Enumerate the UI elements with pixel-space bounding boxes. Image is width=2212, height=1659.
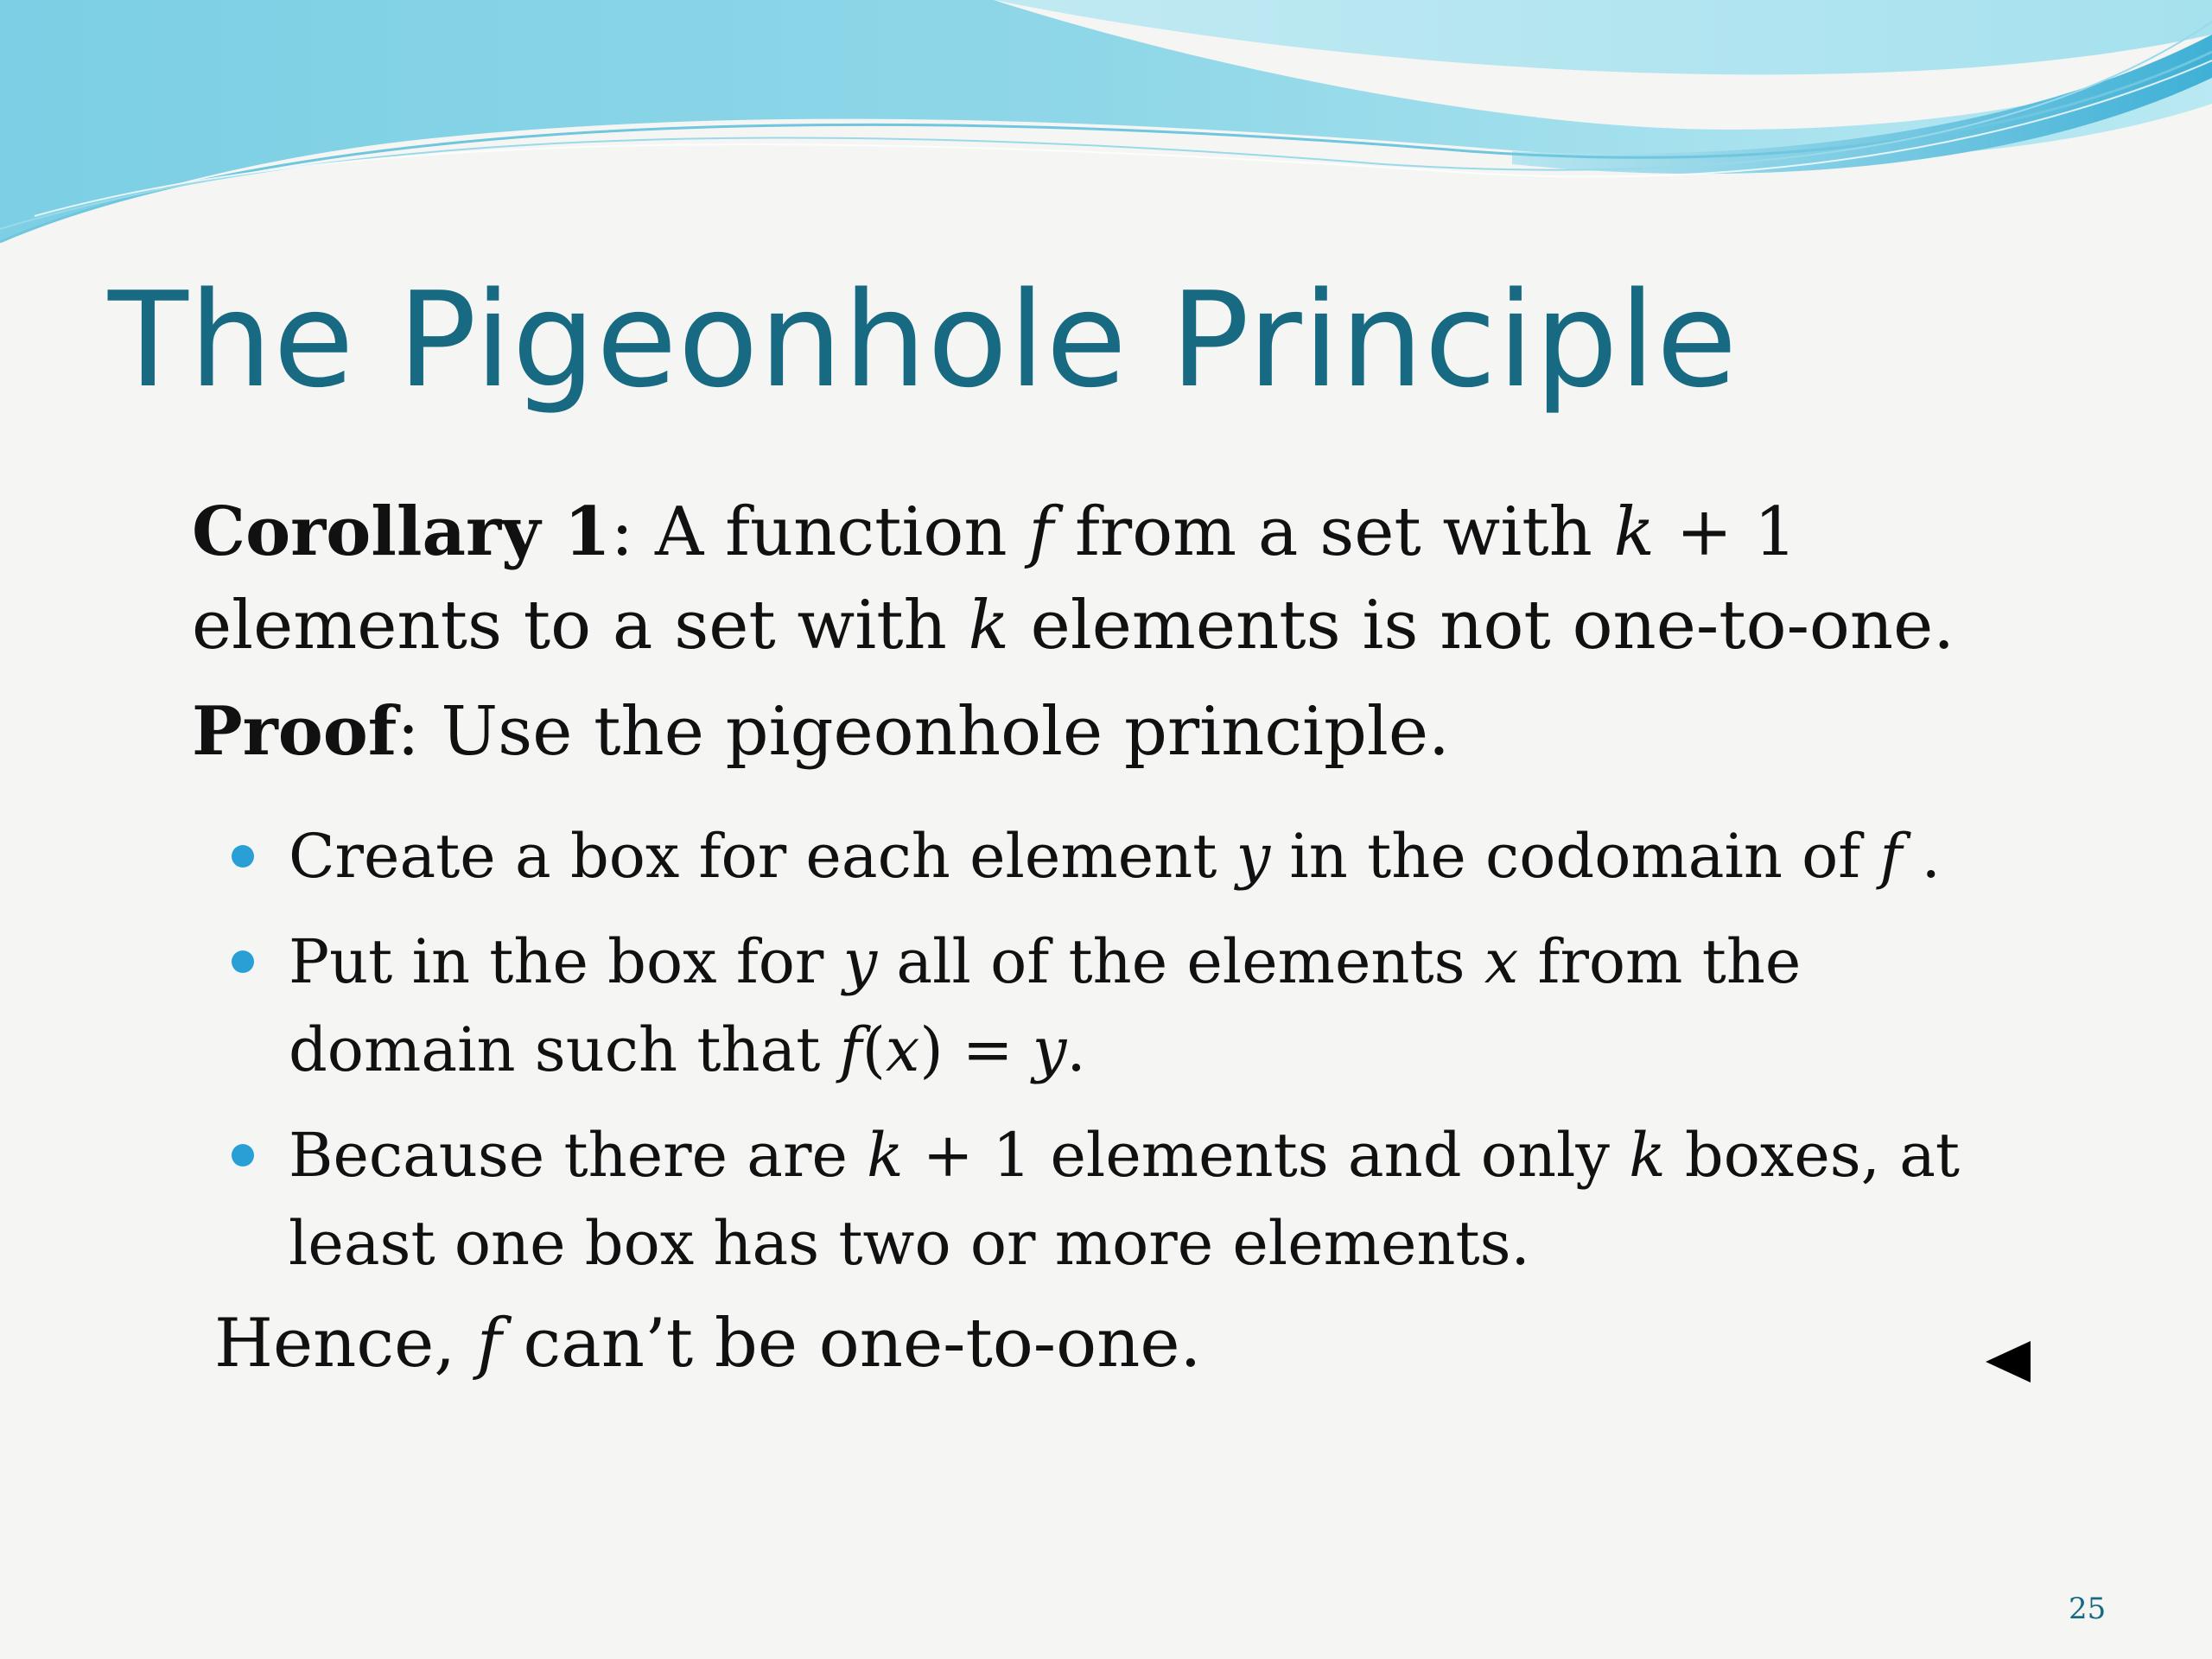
proof-text: : Use the pigeonhole principle. <box>397 693 1450 771</box>
corollary-statement <box>192 486 2024 672</box>
bullet-text: Create a box for each element <box>289 821 1236 892</box>
corollary-text: : A function <box>610 493 1029 571</box>
var-k: k <box>1629 1120 1666 1191</box>
bullet-text: from the domain such that <box>289 926 1802 1085</box>
bullet-text: boxes, at least one box has two or more elements. <box>289 1120 1961 1279</box>
bullet-text: + 1 elements and only <box>903 1120 1630 1191</box>
bullet-text: ( <box>861 1014 886 1085</box>
wave-header-decoration <box>0 0 2212 276</box>
slide-number: 25 <box>2069 1592 2107 1626</box>
corollary-text: from a set with <box>1053 493 1614 571</box>
var-k: k <box>968 587 1009 664</box>
var-x: x <box>885 1014 920 1085</box>
bullet-text: in the codomain of <box>1270 821 1880 892</box>
corollary-text: + 1 elements to a set with <box>192 493 1797 664</box>
var-f: f <box>1879 821 1903 892</box>
bullet-text: . <box>1066 1014 1086 1085</box>
var-f: f <box>476 1305 502 1382</box>
bullet-text: Because there are <box>289 1120 868 1191</box>
conclusion-text: Hence, <box>214 1305 477 1382</box>
list-item <box>232 812 1994 900</box>
bullet-icon <box>232 845 254 868</box>
bullet-text: . <box>1902 821 1941 892</box>
var-f: f <box>1028 493 1054 571</box>
bullet-text: all of the elements <box>877 926 1484 997</box>
proof-label: Proof <box>192 692 397 771</box>
proof-statement <box>192 692 1450 771</box>
list-item <box>232 1111 1994 1287</box>
conclusion-statement <box>214 1305 1202 1382</box>
list-item <box>232 918 1994 1094</box>
corollary-text: elements is not one-to-one. <box>1008 587 1955 664</box>
var-k: k <box>1613 493 1655 571</box>
bullet-text: Put in the box for <box>289 926 843 997</box>
proof-steps-list <box>232 812 1994 1305</box>
var-y: y <box>1032 1014 1067 1085</box>
bullet-icon <box>232 950 254 973</box>
bullet-text: ) = <box>919 1014 1033 1085</box>
left-triangle-icon <box>1986 1341 2031 1382</box>
corollary-label: Corollary 1 <box>192 493 611 571</box>
var-y: y <box>842 926 878 997</box>
var-y: y <box>1236 821 1271 892</box>
var-k: k <box>867 1120 904 1191</box>
slide-title: The Pigeonhole Principle <box>108 264 1738 416</box>
var-x: x <box>1484 926 1519 997</box>
var-f: f <box>839 1014 862 1085</box>
conclusion-text: can’t be one-to-one. <box>501 1305 1202 1382</box>
bullet-icon <box>232 1144 254 1166</box>
